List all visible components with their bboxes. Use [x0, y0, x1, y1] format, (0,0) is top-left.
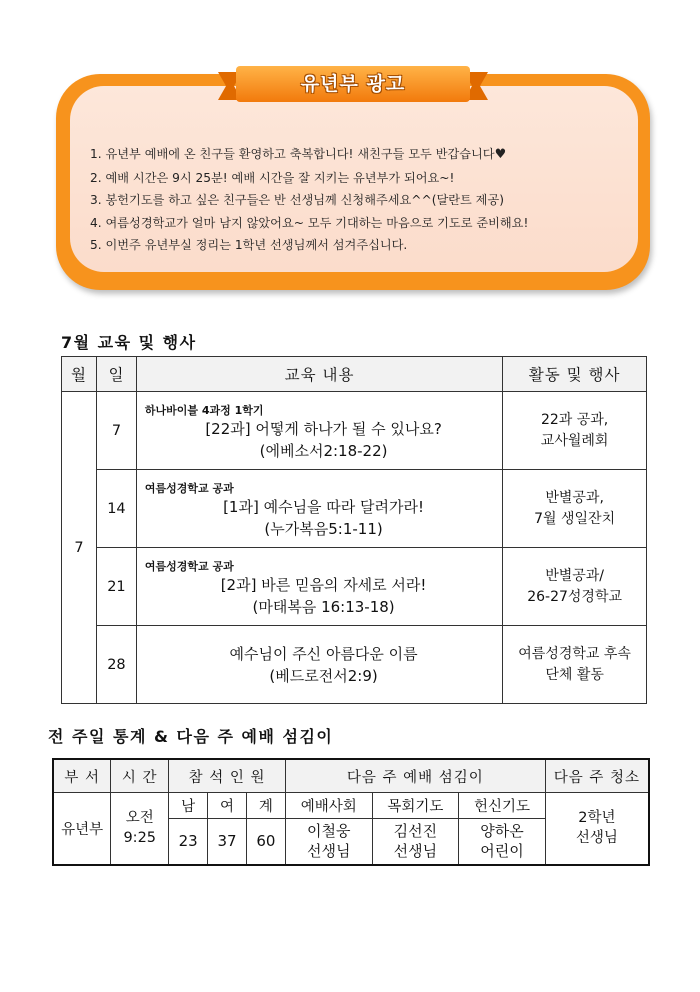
- header-attendance: 참 석 인 원: [169, 759, 286, 793]
- lesson-title: [1과] 예수님을 따라 달려가라!: [223, 497, 425, 516]
- announcement-title: 유년부 광고: [300, 73, 406, 95]
- sub-offering: 헌신기도: [459, 793, 546, 819]
- curriculum-tag: 여름성경학교 공과: [144, 559, 234, 573]
- header-servants: 다음 주 예배 섬김이: [285, 759, 545, 793]
- day-cell: 21: [96, 548, 136, 626]
- cleaning-cell: 2학년 선생님: [545, 793, 649, 865]
- table-row: [62, 626, 647, 704]
- content-cell: [136, 392, 502, 470]
- female-count: 37: [208, 819, 247, 865]
- schedule-table: [61, 356, 647, 704]
- content-cell: [136, 470, 502, 548]
- activity-cell: 여름성경학교 후속 단체 활동: [503, 626, 647, 704]
- stats-header-row: [53, 759, 649, 793]
- header-content: 교육 내용: [136, 357, 502, 392]
- sub-male: 남: [169, 793, 208, 819]
- curriculum-tag: 여름성경학교 공과: [144, 481, 234, 495]
- stats-title: 전 주일 통계 & 다음 주 예배 섬김이: [48, 727, 334, 746]
- announcement-item: 5. 이번주 유년부실 정리는 1학년 선생님께서 섬겨주십니다.: [90, 238, 408, 252]
- lesson-verse: (베드로전서2:9): [269, 666, 378, 685]
- lesson-verse: (마태복음 16:13-18): [252, 597, 395, 616]
- sub-prayer: 목회기도: [372, 793, 459, 819]
- activity-cell: 반별공과, 7월 생일잔치: [503, 470, 647, 548]
- stats-table: [52, 758, 650, 866]
- male-count: 23: [169, 819, 208, 865]
- month-cell: 7: [62, 392, 97, 704]
- announcement-list: [90, 143, 528, 257]
- activity-cell: 반별공과/ 26-27성경학교: [503, 548, 647, 626]
- stats-subheader-row: [53, 793, 649, 819]
- announcement-item: 4. 여름성경학교가 얼마 남지 않았어요~ 모두 기대하는 마음으로 기도로 준비해요!: [90, 215, 529, 230]
- schedule-header-row: [62, 357, 647, 392]
- schedule-title: 7월 교육 및 행사: [61, 333, 197, 352]
- content-cell: [136, 548, 502, 626]
- curriculum-tag: 하나바이블 4과정 1학기: [144, 403, 264, 417]
- table-row: [62, 470, 647, 548]
- lesson-title: [2과] 바른 믿음의 자세로 서라!: [220, 575, 427, 594]
- announcement-item: 2. 예배 시간은 9시 25분! 예배 시간을 잘 지키는 유년부가 되어요~!: [90, 170, 455, 185]
- sub-total: 계: [246, 793, 285, 819]
- sub-female: 여: [208, 793, 247, 819]
- table-row: [62, 392, 647, 470]
- dept-cell: 유년부: [53, 793, 111, 865]
- lesson-title: 예수님이 주신 아름다운 이름: [229, 644, 418, 663]
- heart-icon: ♥: [494, 147, 507, 162]
- header-month: 월: [62, 357, 97, 392]
- announcement-item: 3. 봉헌기도를 하고 싶은 친구들은 반 선생님께 신청해주세요^^(달란트 제공): [90, 193, 504, 207]
- day-cell: 14: [96, 470, 136, 548]
- announcement-item: 1. 유년부 예배에 온 친구들 환영하고 축복합니다! 새친구들 모두 반갑습니다♥: [90, 147, 507, 162]
- offering-cell: 양하온 어린이: [459, 819, 546, 865]
- content-cell: [136, 626, 502, 704]
- leader-cell: 이철웅 선생님: [285, 819, 372, 865]
- activity-cell: 22과 공과, 교사월례회: [503, 392, 647, 470]
- day-cell: 7: [96, 392, 136, 470]
- total-count: 60: [246, 819, 285, 865]
- header-activity: 활동 및 행사: [503, 357, 647, 392]
- header-dept: 부 서: [53, 759, 111, 793]
- time-cell: 오전 9:25: [111, 793, 169, 865]
- lesson-verse: (누가복음5:1-11): [264, 519, 383, 538]
- header-time: 시 간: [111, 759, 169, 793]
- table-row: [62, 548, 647, 626]
- header-day: 일: [96, 357, 136, 392]
- lesson-title: [22과] 어떻게 하나가 될 수 있나요?: [205, 419, 442, 438]
- sub-leader: 예배사회: [285, 793, 372, 819]
- day-cell: 28: [96, 626, 136, 704]
- lesson-verse: (에베소서2:18-22): [259, 441, 388, 460]
- prayer-cell: 김선진 선생님: [372, 819, 459, 865]
- header-cleaning: 다음 주 청소: [545, 759, 649, 793]
